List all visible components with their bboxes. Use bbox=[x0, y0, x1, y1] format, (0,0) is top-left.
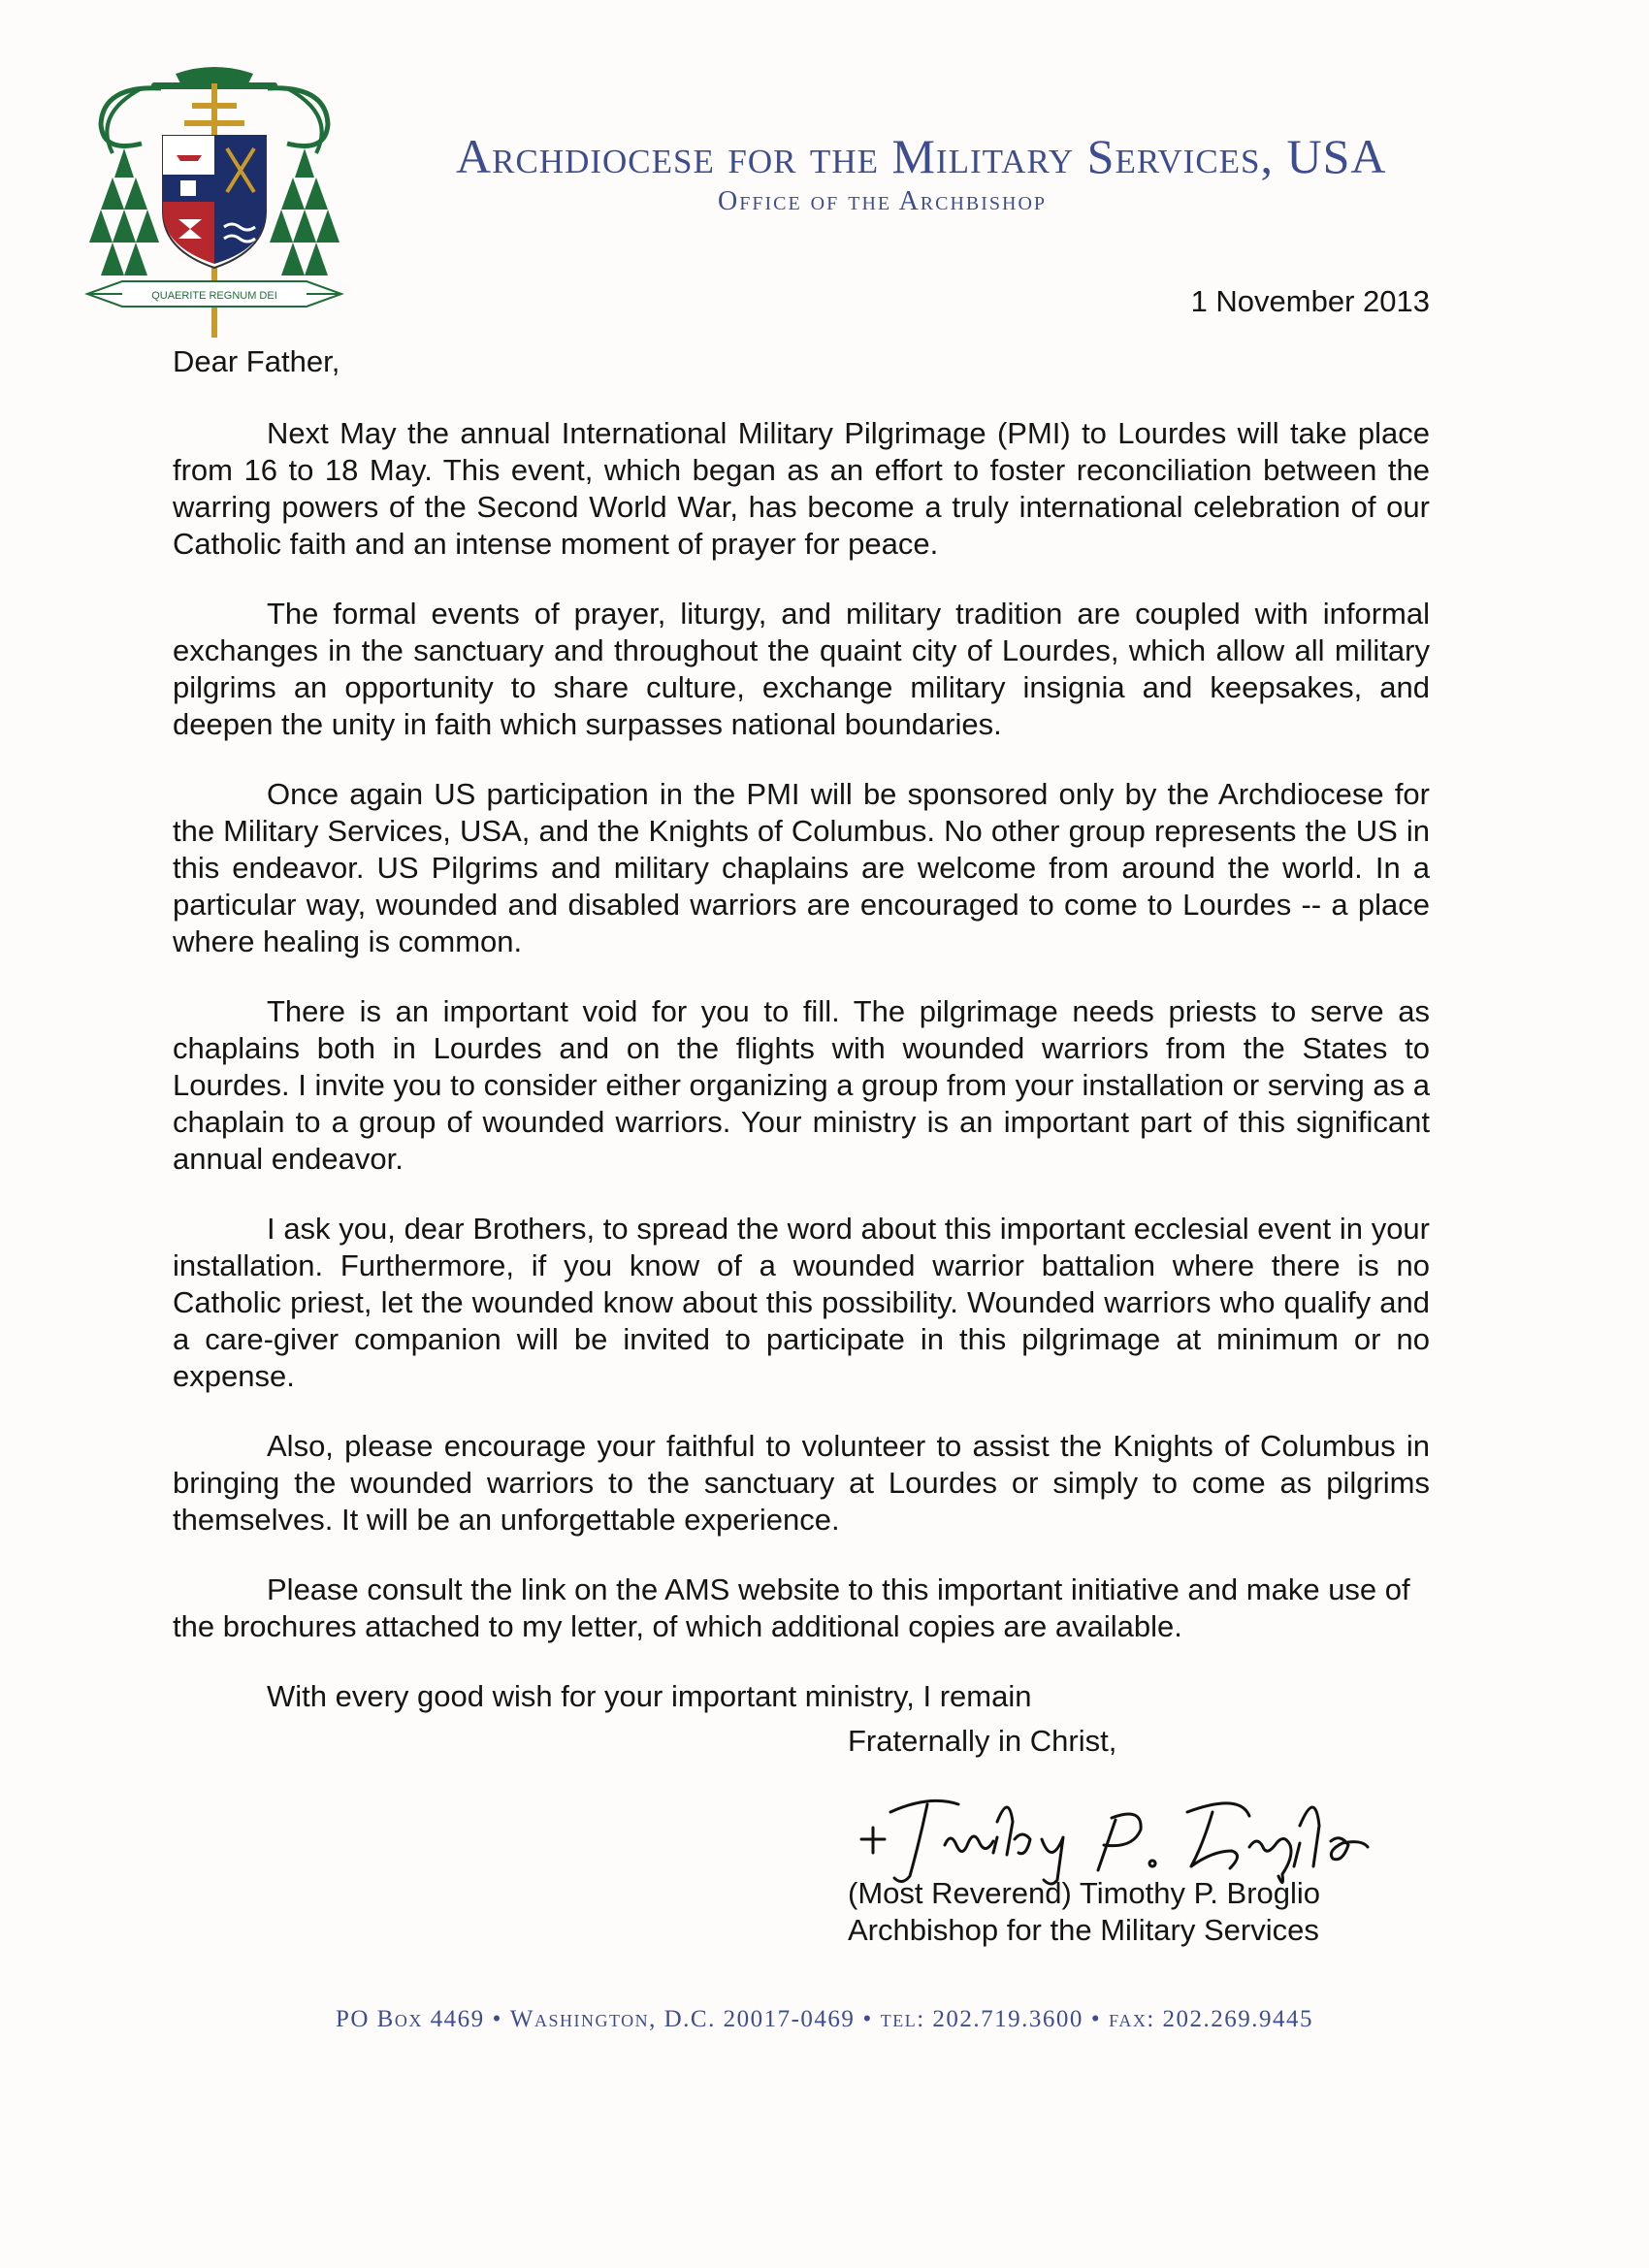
letterhead bbox=[407, 128, 1523, 217]
paragraph: I ask you, dear Brothers, to spread the word about this important ecclesial event in your installation. Furthermore, if you know of a wounded warrior battalion where there is no Catholic priest, let the wounded know about this possibility. Wounded warriors who qualify and a care-giver companion will be invited to participate in this pilgrimage at minimum or no expense. bbox=[173, 1212, 1430, 1393]
salutation: Dear Father, bbox=[173, 344, 340, 378]
signature-icon bbox=[852, 1783, 1375, 1890]
signer-name: (Most Reverend) Timothy P. Broglio bbox=[848, 1876, 1321, 1910]
paragraph: Also, please encourage your faithful to volunteer to assist the Knights of Columbus in bringing the wounded warriors to the sanctuary at Lourdes or simply to come as pilgrims themselves. It will be an unforgettable experience. bbox=[173, 1429, 1430, 1537]
signer-title: Archbishop for the Military Services bbox=[848, 1913, 1319, 1947]
footer-po-box: PO Box 4469 bbox=[335, 2006, 485, 2032]
organization-name: Archdiocese for the Military Services, USA bbox=[456, 129, 1387, 183]
footer-city: Washington, D.C. 20017-0469 bbox=[509, 2006, 856, 2032]
bullet-separator-icon: • bbox=[1090, 2006, 1102, 2032]
closing: Fraternally in Christ, bbox=[848, 1724, 1117, 1758]
footer-tel: tel: 202.719.3600 bbox=[880, 2006, 1083, 2032]
signer-block bbox=[848, 1875, 1320, 1949]
footer-address bbox=[0, 2006, 1649, 2033]
paragraph: There is an important void for you to fill. The pilgrimage needs priests to serve as chaplains both in Lourdes and on the flights with wounded warriors from the States to Lourdes. I invite you to consider either organizing a group from your installation or serving as a chaplain to a group of wounded warriors. Your ministry is an important part of this significant annual endeavor. bbox=[173, 994, 1430, 1176]
crest-motto: QUAERITE REGNUM DEI bbox=[151, 290, 277, 302]
paragraph: Please consult the link on the AMS website to this important initiative and make use of the brochures attached to my letter, of which additional copies are available. bbox=[173, 1572, 1410, 1643]
paragraph: Next May the annual International Military Pilgrimage (PMI) to Lourdes will take place from 16 to 18 May. This event, which began as an effort to foster reconciliation between the warring powers of the Second World War, has become a truly international celebration of our Catholic faith and an intense moment of prayer for peace. bbox=[173, 416, 1430, 561]
office-name: Office of the Archbishop bbox=[718, 186, 1048, 216]
footer-fax: fax: 202.269.9445 bbox=[1109, 2006, 1314, 2032]
bullet-separator-icon: • bbox=[862, 2006, 873, 2032]
coat-of-arms-icon bbox=[83, 56, 345, 347]
paragraph: With every good wish for your important ministry, I remain bbox=[267, 1679, 1032, 1713]
letter-date: 1 November 2013 bbox=[1190, 284, 1430, 318]
paragraph: Once again US participation in the PMI will be sponsored only by the Archdiocese for the Military Services, USA, and the Knights of Columbus. No other group represents the US in this endeavor. US Pilgrims and military chaplains are welcome from around the world. In a particular way, wounded and disabled warriors are encouraged to come to Lourdes -- a place where healing is common. bbox=[173, 777, 1430, 958]
bullet-separator-icon: • bbox=[492, 2006, 502, 2032]
letter-body bbox=[173, 415, 1430, 1748]
paragraph: The formal events of prayer, liturgy, and military tradition are coupled with informal exchanges in the sanctuary and throughout the quaint city of Lourdes, which allow all military pilgrims an opportunity to share culture, exchange military insignia and keepsakes, and deepen the unity in faith which surpasses national boundaries. bbox=[173, 597, 1430, 741]
